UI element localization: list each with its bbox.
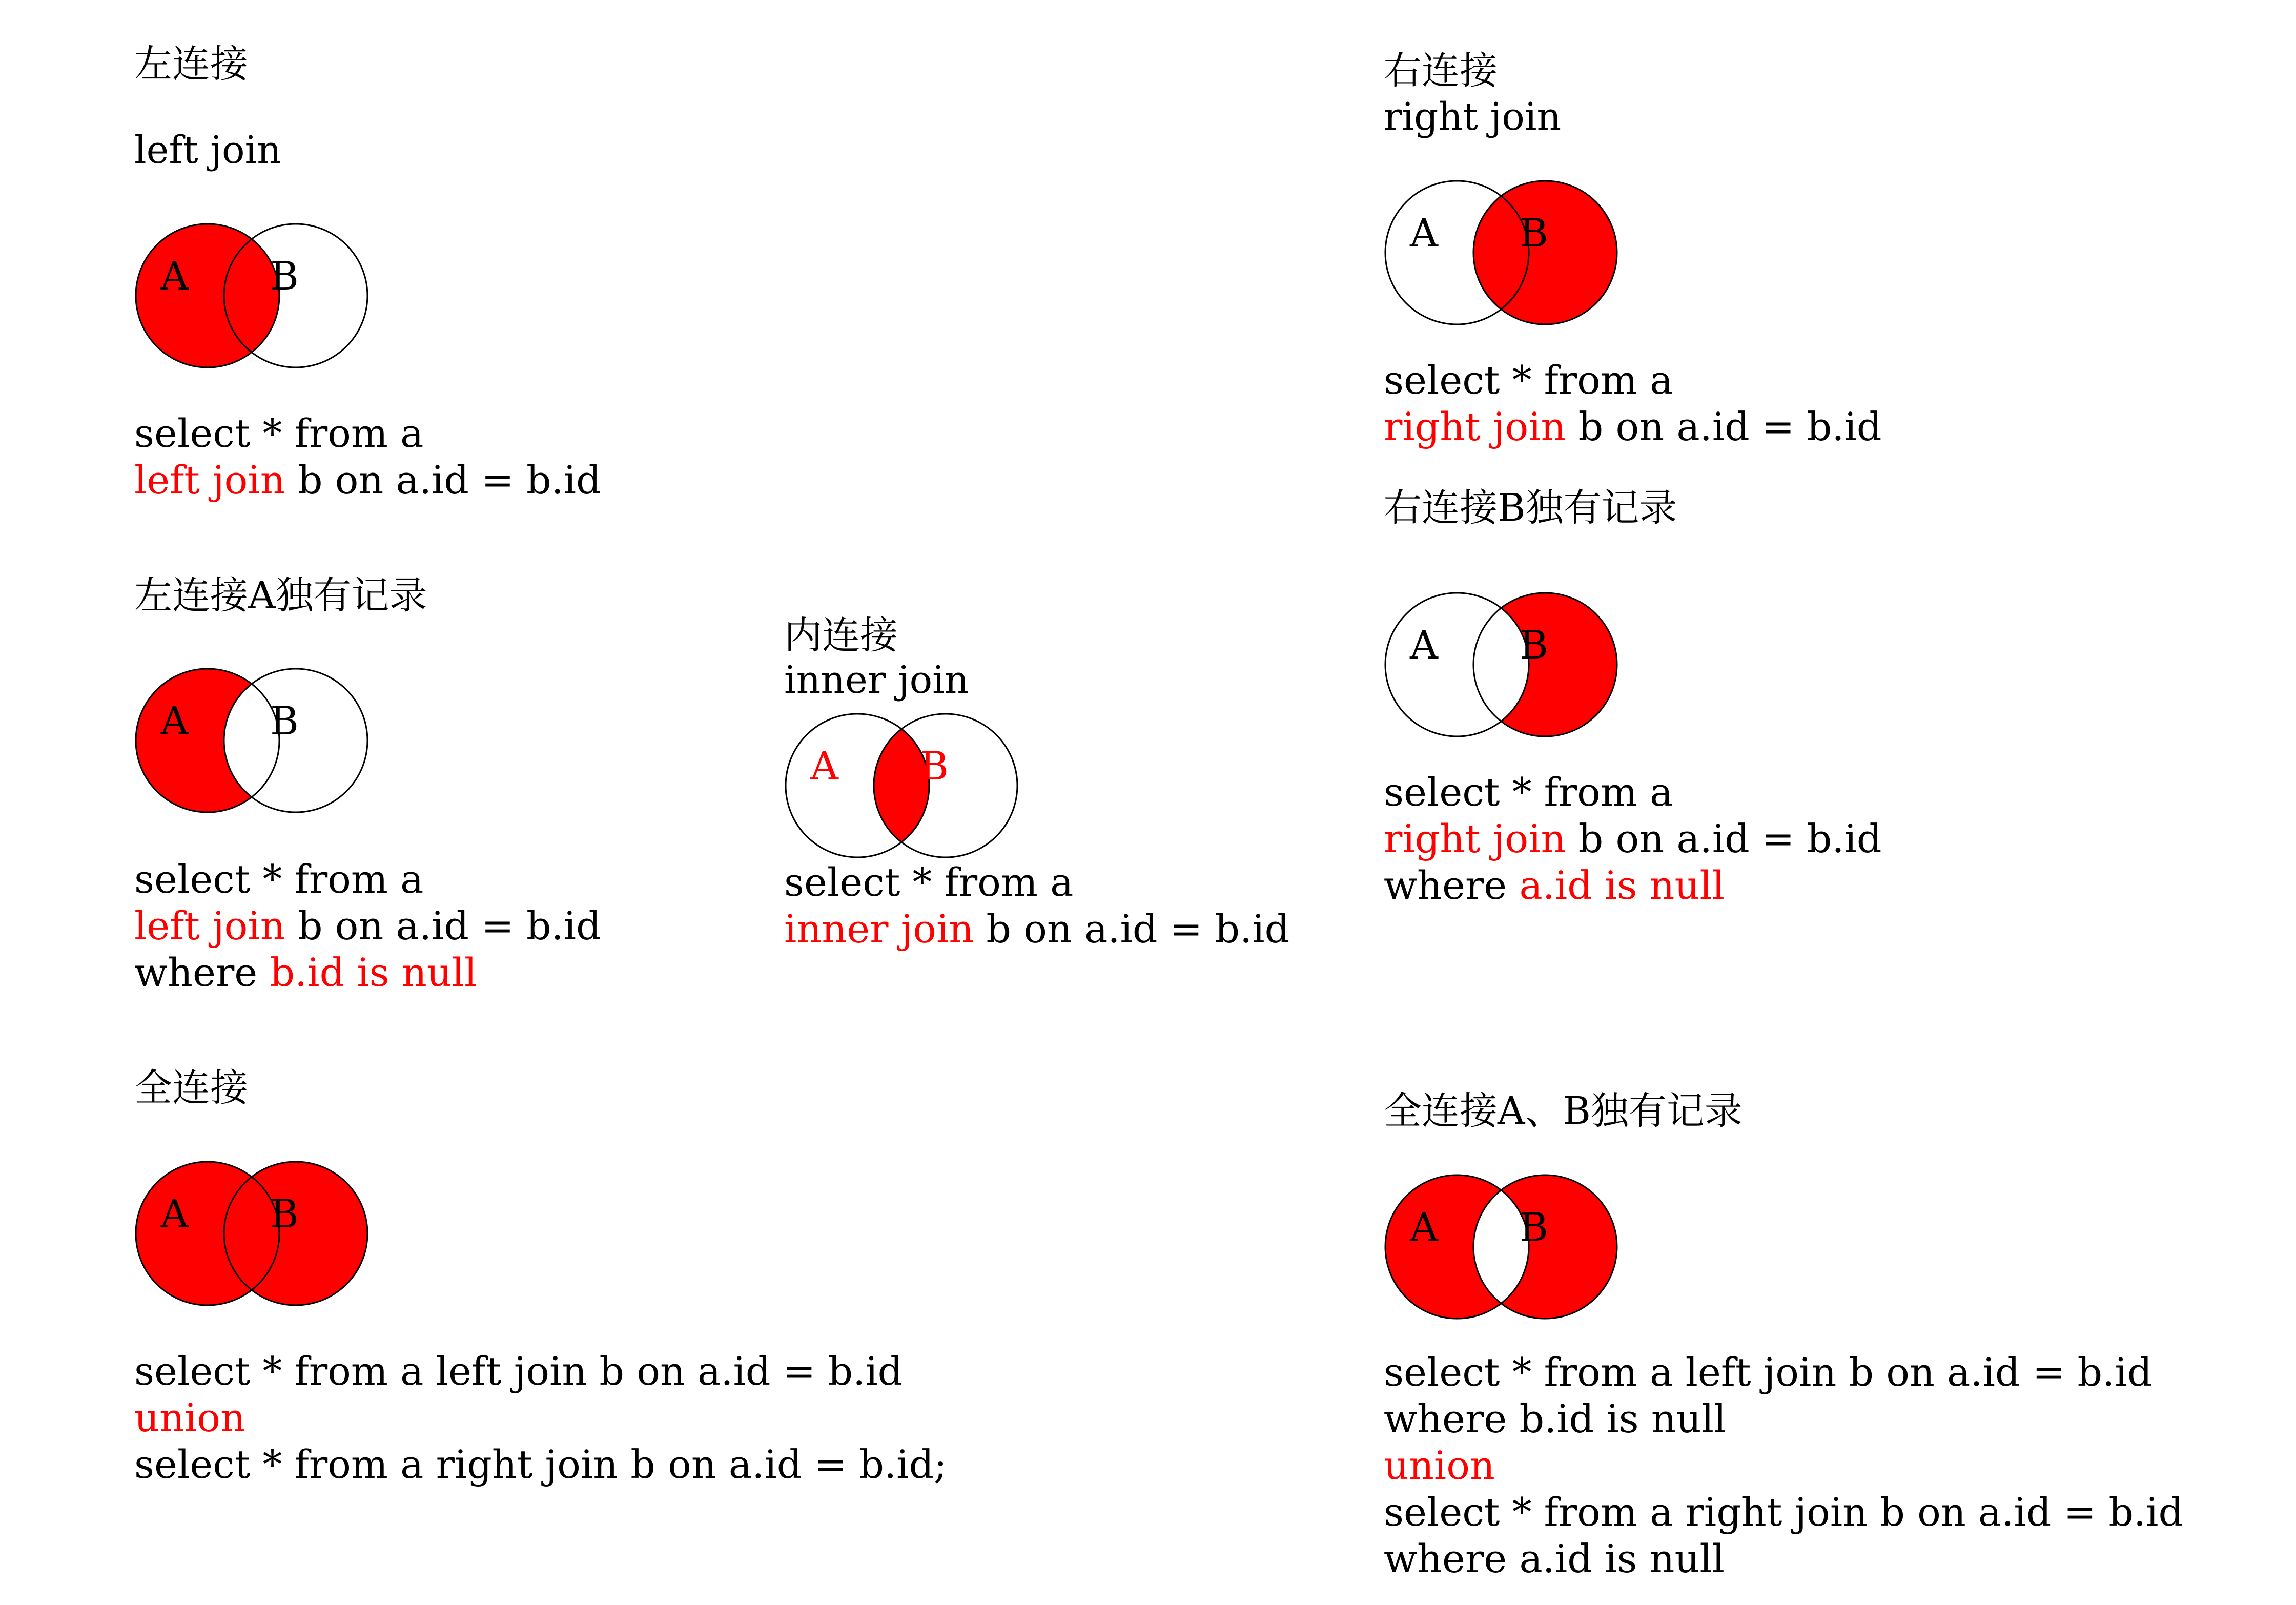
set-a-label: A (1410, 210, 1438, 256)
set-a-label: A (1410, 622, 1438, 668)
sql-keyword-highlight: left join (134, 903, 285, 949)
sql-line (1384, 1395, 2183, 1442)
sql-line (1384, 403, 1882, 450)
sql-text: b on a.id = b.id (285, 457, 601, 503)
sql-line (134, 1394, 947, 1441)
sql-line (134, 1441, 947, 1488)
sql-text: select * from a (134, 856, 424, 902)
sql-keyword-highlight: b.id is null (270, 950, 477, 995)
full-join-venn (134, 1159, 375, 1313)
left-join-venn (134, 221, 375, 375)
sql-text: select * from a (1384, 357, 1673, 403)
inner-join-title: 内连接 (784, 613, 898, 657)
sql-line (134, 902, 601, 949)
sql-keyword-highlight: a.id is null (1519, 862, 1725, 908)
right-join-subtitle: right join (1384, 95, 1562, 139)
right-join-sql (1384, 357, 1882, 450)
left-only-sql (134, 856, 601, 996)
sql-line (1384, 769, 1882, 815)
sql-line (134, 1348, 947, 1394)
left-join-subtitle: left join (134, 128, 281, 172)
sql-line (1384, 815, 1882, 862)
full-only-title: 全连接A、B独有记录 (1384, 1089, 1742, 1133)
set-b-label: B (1520, 1204, 1548, 1250)
sql-text: select * from a right join b on a.id = b.id; (134, 1442, 947, 1487)
sql-line (1384, 357, 1882, 403)
sql-line (134, 457, 601, 503)
sql-text: b on a.id = b.id (1566, 816, 1882, 861)
right-only-title: 右连接B独有记录 (1384, 486, 1677, 530)
sql-line (1384, 862, 1882, 909)
sql-text: where (1384, 862, 1520, 908)
sql-line (134, 856, 601, 902)
sql-text: select * from a right join b on a.id = b.id (1384, 1489, 2184, 1535)
sql-keyword-highlight: right join (1384, 404, 1566, 449)
left-only-venn (134, 666, 375, 820)
left-join-title: 左连接 (134, 42, 248, 86)
sql-line (784, 906, 1289, 952)
set-a-label: A (160, 1191, 189, 1237)
sql-text: select * from a (784, 859, 1074, 905)
inner-join-subtitle: inner join (784, 658, 969, 702)
sql-keyword-highlight: union (1384, 1443, 1495, 1488)
set-a-label: A (160, 253, 189, 299)
set-b-label: B (920, 743, 949, 789)
sql-text: select * from a (1384, 769, 1673, 815)
sql-text: b on a.id = b.id (974, 906, 1290, 952)
left-join-sql (134, 410, 601, 503)
right-join-venn (1384, 178, 1625, 332)
sql-line (134, 410, 601, 457)
set-a-circle (1385, 593, 1529, 736)
full-join-title: 全连接 (134, 1066, 248, 1110)
sql-line (1384, 1442, 2183, 1489)
right-only-sql (1384, 769, 1882, 909)
set-b-label: B (270, 1191, 299, 1237)
left-only-title: 左连接A独有记录 (134, 573, 427, 618)
sql-text: where a.id is null (1384, 1536, 1725, 1581)
set-a-label: A (810, 743, 838, 789)
inner-join-venn (784, 711, 1025, 865)
inner-join-sql (784, 859, 1289, 952)
sql-text: select * from a (134, 410, 424, 456)
full-only-venn (1384, 1172, 1625, 1326)
sql-text: select * from a left join b on a.id = b.id (134, 1348, 903, 1394)
set-a-label: A (160, 698, 189, 744)
right-join-title: 右连接 (1384, 49, 1498, 93)
set-b-label: B (1520, 210, 1548, 256)
full-only-sql (1384, 1349, 2183, 1582)
sql-line (134, 949, 601, 996)
sql-text: where b.id is null (1384, 1396, 1727, 1442)
sql-line (784, 859, 1289, 906)
right-only-venn (1384, 590, 1625, 744)
sql-keyword-highlight: left join (134, 457, 285, 503)
set-b-label: B (270, 698, 299, 744)
sql-line (1384, 1489, 2183, 1535)
sql-line (1384, 1535, 2183, 1582)
sql-text: where (134, 950, 270, 995)
set-b-label: B (1520, 622, 1548, 668)
set-b-label: B (270, 253, 299, 299)
sql-keyword-highlight: right join (1384, 816, 1566, 861)
full-join-sql (134, 1348, 947, 1488)
sql-text: select * from a left join b on a.id = b.id (1384, 1349, 2152, 1395)
sql-text: b on a.id = b.id (1566, 404, 1882, 449)
sql-line (1384, 1349, 2183, 1395)
sql-keyword-highlight: inner join (784, 906, 974, 952)
sql-keyword-highlight: union (134, 1395, 245, 1441)
sql-text: b on a.id = b.id (285, 903, 601, 949)
set-a-label: A (1410, 1204, 1438, 1250)
